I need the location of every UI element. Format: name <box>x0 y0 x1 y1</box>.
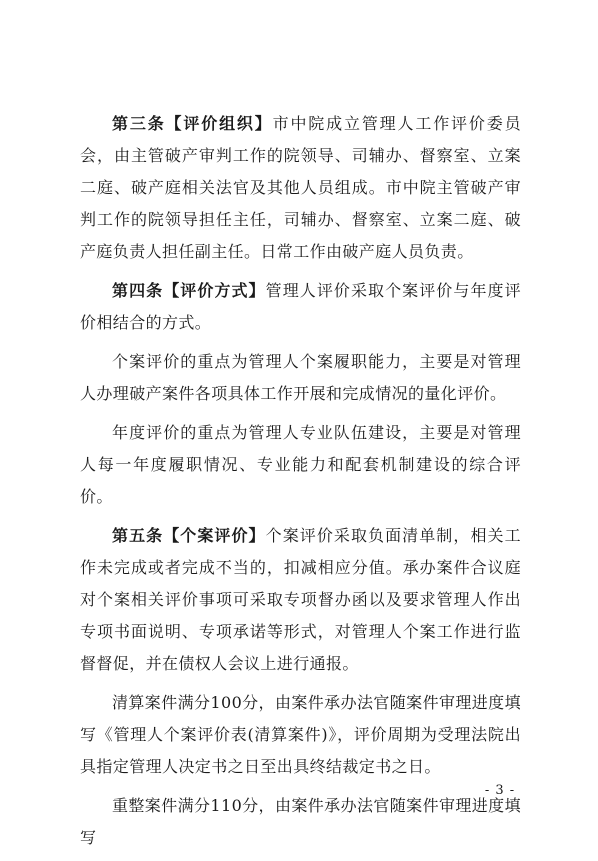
paragraph-article-5 <box>80 520 521 680</box>
paragraph-reorganization-cases <box>80 790 521 854</box>
paragraph-annual-evaluation <box>80 417 521 513</box>
article-heading: 第三条【评价组织】 <box>112 114 273 133</box>
document-body <box>80 108 521 861</box>
paragraph-text: 个案评价采取负面清单制，相关工作未完成或者完成不当的，扣减相应分值。承办案件合议庭对个案相关评价事项可采取专项督办函以及要求管理人作出专项书面说明、专项承诺等形式，对管理人个案工作进行监督督促，并在债权人会议上进行通报。 <box>80 526 521 673</box>
paragraph-case-evaluation <box>80 346 521 410</box>
paragraph-text: 市中院成立管理人工作评价委员会，由主管破产审判工作的院领导、司辅办、督察室、立案二庭、破产庭相关法官及其他人员组成。市中院主管破产审判工作的院领导担任主任，司辅办、督察室、立案二庭、破产庭负责人担任副主任。日常工作由破产庭人员负责。 <box>80 114 521 261</box>
article-heading: 第四条【评价方式】 <box>112 281 266 300</box>
page-number: - 3 - <box>484 783 516 798</box>
paragraph-text: 个案评价的重点为管理人个案履职能力，主要是对管理人办理破产案件各项具体工作开展和完成情况的量化评价。 <box>80 352 521 403</box>
paragraph-text: 清算案件满分100分，由案件承办法官随案件审理进度填写《管理人个案评价表(清算案件)》，评价周期为受理法院出具指定管理人决定书之日至出具终结裁定书之日。 <box>80 693 521 776</box>
paragraph-text: 管理人评价采取个案评价与年度评价相结合的方式。 <box>80 281 521 332</box>
paragraph-text: 年度评价的重点为管理人专业队伍建设，主要是对管理人每一年度履职情况、专业能力和配套机制建设的综合评价。 <box>80 423 521 506</box>
paragraph-article-4 <box>80 275 521 339</box>
paragraph-liquidation-cases <box>80 687 521 783</box>
article-heading: 第五条【个案评价】 <box>112 526 266 545</box>
paragraph-text: 重整案件满分110分，由案件承办法官随案件审理进度填写 <box>80 796 521 847</box>
paragraph-article-3 <box>80 108 521 268</box>
